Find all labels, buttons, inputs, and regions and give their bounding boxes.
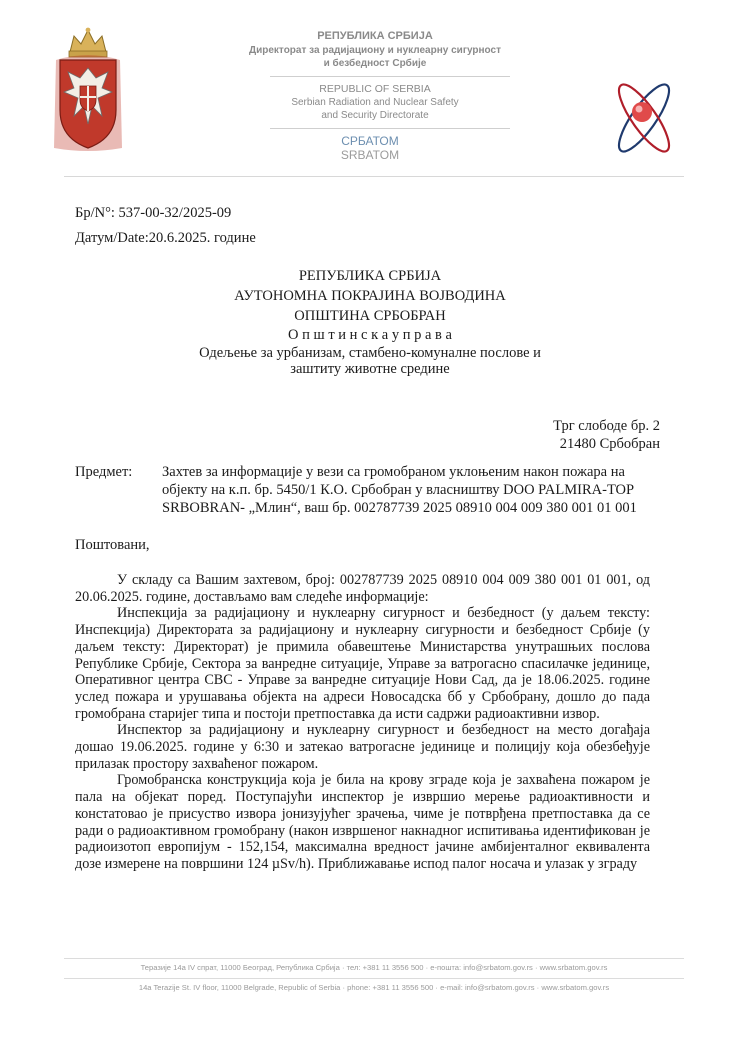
recipient-line-5: Одељење за урбанизам, стамбено-комуналне послове и [199,345,541,361]
footer-rule-2 [64,978,684,979]
header-acronym-cyr: СРБАТОМ [341,134,399,148]
coat-of-arms-logo [50,26,126,154]
body-paragraph: Инспекција за радијациону и нуклеарну сигурност и безбедност (у даљем тексту: Инспекција) Директората за радијациону и нуклеарну сигурности и безбедност Србије (у даљем тексту: Директорат) је примила обавештење Министарства унутрашњих послова Републике Србије, Сектора за ванредне ситуације, Управе за ватрогасно спасилачке јединице, Оперативног центра СВС - Управе за ванредне ситуације Нови Сад, да је 18.06.2025. године услед пожара и урушавања објекта на адреси Новосадска бб у Србобрану, дошло до пада громобрана старијег типа и постоји претпоставка да исти садржи радиоактивни извор. [75,605,650,722]
reference-date: Датум/Date:20.6.2025. године [75,230,256,246]
header-acronym-lat: SRBATOM [340,148,400,162]
body-paragraph: Громобранска конструкција која је била на крову зграде која је захваћена пожаром је пала на објекат поред. Поступајући инспектор је извршио мерење радиоактивности и констатовао је присуство извора јонизујућег зрачења, чиме је потврђена претпоставка да се ради о радиоактивном громобрану (након извршеног накнадног испитивања идентификован је радиоизотоп европијум - 152,154, максимална вредност јачине амбијенталног еквивалента дозе измерене на површини 124 µSv/h). Приближавање испод палог носача и улазак у зграду [75,772,650,872]
atom-logo-icon [598,72,690,164]
address-city: 21480 Србобран [559,436,660,452]
recipient-line-3: ОПШТИНА СРБОБРАН [294,308,446,324]
footer-rule-1 [64,958,684,959]
recipient-line-4: О п ш т и н с к а у п р а в а [288,327,452,343]
recipient-line-6: заштиту животне средине [290,361,450,377]
header-sr-directorate-1: Директорат за радијациону и нуклеарну сигурност [248,45,501,56]
header-en-directorate-2: and Security Directorate [321,110,429,121]
header-sr-country: РЕПУБЛИКА СРБИЈА [317,30,433,42]
subject-label: Предмет: [75,464,133,480]
address-street: Трг слободе бр. 2 [553,418,660,434]
footer-sr: Теразије 14а IV спрат, 11000 Београд, Република Србија · тел: +381 11 3556 500 · е-пошта: info@srbatom.gov.rs · www.srbatom.gov.rs [140,963,608,972]
letter-body [75,572,650,873]
header-divider-1 [270,76,510,77]
reference-number: Бр/N°: 537-00-32/2025-09 [75,205,232,221]
salutation: Поштовани, [75,537,150,553]
body-paragraph: Инспектор за радијациону и нуклеарну сигурност и безбедност на место догађаја дошао 19.06.2025. године у 6:30 и затекао ватрогасне јединице и полицију која обезбеђује прилазак простору захваћеног пожаром. [75,722,650,772]
recipient-line-1: РЕПУБЛИКА СРБИЈА [298,268,442,284]
header-en-directorate-1: Serbian Radiation and Nuclear Safety [291,97,459,108]
recipient-line-2: АУТОНОМНА ПОКРАЈИНА ВОЈВОДИНА [234,288,506,304]
header-en-country: REPUBLIC OF SERBIA [319,83,431,95]
letterhead [0,0,735,180]
footer-en: 14a Terazije St. IV floor, 11000 Belgrade, Republic of Serbia · phone: +381 11 3556 500 · e-mail: info@srbatom.gov.rs · www.srbatom.gov.rs [138,983,610,992]
header-divider-2 [270,128,510,129]
subject-line-3: SRBOBRAN- „Млин“, ваш бр. 002787739 2025 08910 004 009 380 001 01 001 [162,500,637,516]
header-bottom-rule [64,176,684,177]
body-paragraph: У складу са Вашим захтевом, број: 002787739 2025 08910 004 009 380 001 01 001, од 20.06.2025. године, достављамо вам следеће информације: [75,572,650,605]
header-sr-directorate-2: и безбедност Србије [323,58,427,69]
subject-line-1: Захтев за информације у вези са громобраном уклоњеним након пожара на [162,464,625,480]
subject-line-2: објекту на к.п. бр. 5450/1 К.О. Србобран у власништву DOO PALMIRA-TOP [162,482,635,498]
